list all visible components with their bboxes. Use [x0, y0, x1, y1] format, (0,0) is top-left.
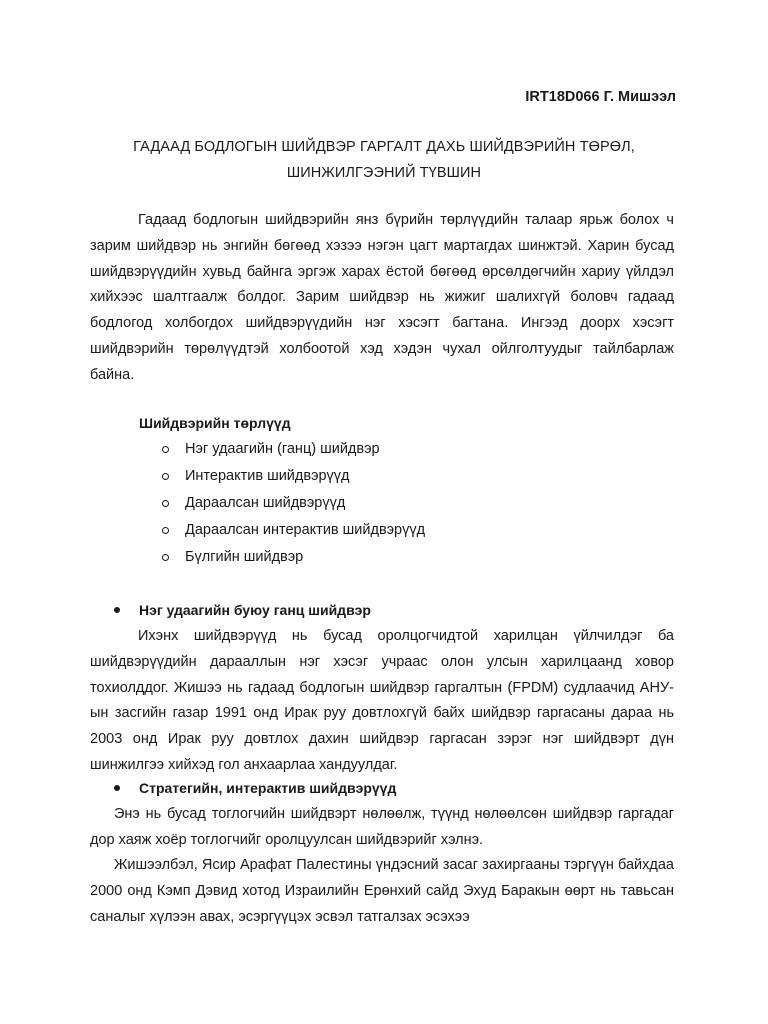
decision-types-list: [160, 436, 425, 571]
title-line-2: ШИНЖИЛГЭЭНИЙ ТҮВШИН: [286, 165, 482, 181]
list-item: Бүлгийн шийдвэр: [160, 544, 425, 571]
author-line: IRT18D066 Г. Мишээл: [525, 89, 676, 105]
list-item: Дараалсан интерактив шийдвэрүүд: [160, 517, 425, 544]
bullet-dot-icon: [114, 607, 120, 613]
title-line-1: ГАДААД БОДЛОГЫН ШИЙДВЭР ГАРГАЛТ ДАХЬ ШИЙДВЭРИЙН ТӨРӨЛ,: [133, 139, 635, 155]
circle-bullet-icon: [162, 554, 169, 561]
section-heading-strategic-decisions: Стратегийн, интерактив шийдвэрүүд: [114, 778, 396, 798]
document-title: [90, 134, 678, 186]
strategic-text-1: Энэ нь бусад тоглогчийн шийдвэрт нөлөөлж, түүнд нөлөөлсөн шийдвэр гаргадаг дор хаяж хоёр тоглогчийг оролцуулсан шийдвэрийг хэлнэ.: [90, 806, 674, 848]
intro-paragraph: [90, 208, 674, 389]
strategic-paragraph-1: [90, 802, 674, 854]
decision-types-heading: Шийдвэрийн төрлүүд: [139, 415, 291, 431]
circle-bullet-icon: [162, 500, 169, 507]
single-decision-paragraph: [90, 624, 674, 779]
single-decision-text: Ихэнх шийдвэрүүд нь бусад оролцогчидтой харилцан үйлчилдэг ба шийдвэрүүдийн дарааллын нэг хэсэг учраас олон улсын харилцаанд ховор тохиолддог. Жишээ нь гадаад бодлогын шийдвэр гаргалтын (FPDM) судлаачид АНУ-ын засгийн газар 1991 онд Ирак руу довтлохгүй байх шийдвэр гаргасаны дараа нь 2003 онд Ирак руу довтлох дахин шийдвэр гаргасан зэрэг нэг шийдвэрт дүн шинжилгээ хийхэд гол анхаарлаа хандуулдаг.: [90, 628, 674, 773]
list-item: Интерактив шийдвэрүүд: [160, 463, 425, 490]
bullet-dot-icon: [114, 785, 120, 791]
list-item: Нэг удаагийн (ганц) шийдвэр: [160, 436, 425, 463]
section-heading-single-decision: Нэг удаагийн буюу ганц шийдвэр: [114, 600, 371, 620]
intro-text: Гадаад бодлогын шийдвэрийн янз бүрийн төрлүүдийн талаар ярьж болох ч зарим шийдвэр нь энгийн бөгөөд хэзээ нэгэн цагт мартагдах шинжтэй. Харин бусад шийдвэрүүдийн хувьд байнга эргэж харах ёстой бөгөөд өрсөлдөгчийн хариу үйлдэл хийхээс шалтгаалж болдог. Зарим шийдвэр нь жижиг шалихгүй боловч гадаад бодлогод холбогдох шийдвэрүүдийн нэг хэсэгт багтана. Ингээд доорх хэсэгт шийдвэрийн төрөлүүдтэй холбоотой хэд хэдэн чухал ойлголтуудыг тайлбарлаж байна.: [90, 212, 674, 383]
circle-bullet-icon: [162, 446, 169, 453]
circle-bullet-icon: [162, 527, 169, 534]
strategic-text-2: Жишээлбэл, Ясир Арафат Палестины үндэсний засаг захиргааны тэргүүн байхдаа 2000 онд Кэмп Дэвид хотод Израилийн Ерөнхий сайд Эхуд Баракын өөрт нь тавьсан саналыг хүлээн авах, эсэргүүцэх эсвэл татгалзах эсэхээ: [90, 857, 674, 925]
strategic-paragraph-2: [90, 853, 674, 930]
list-item: Дараалсан шийдвэрүүд: [160, 490, 425, 517]
circle-bullet-icon: [162, 473, 169, 480]
